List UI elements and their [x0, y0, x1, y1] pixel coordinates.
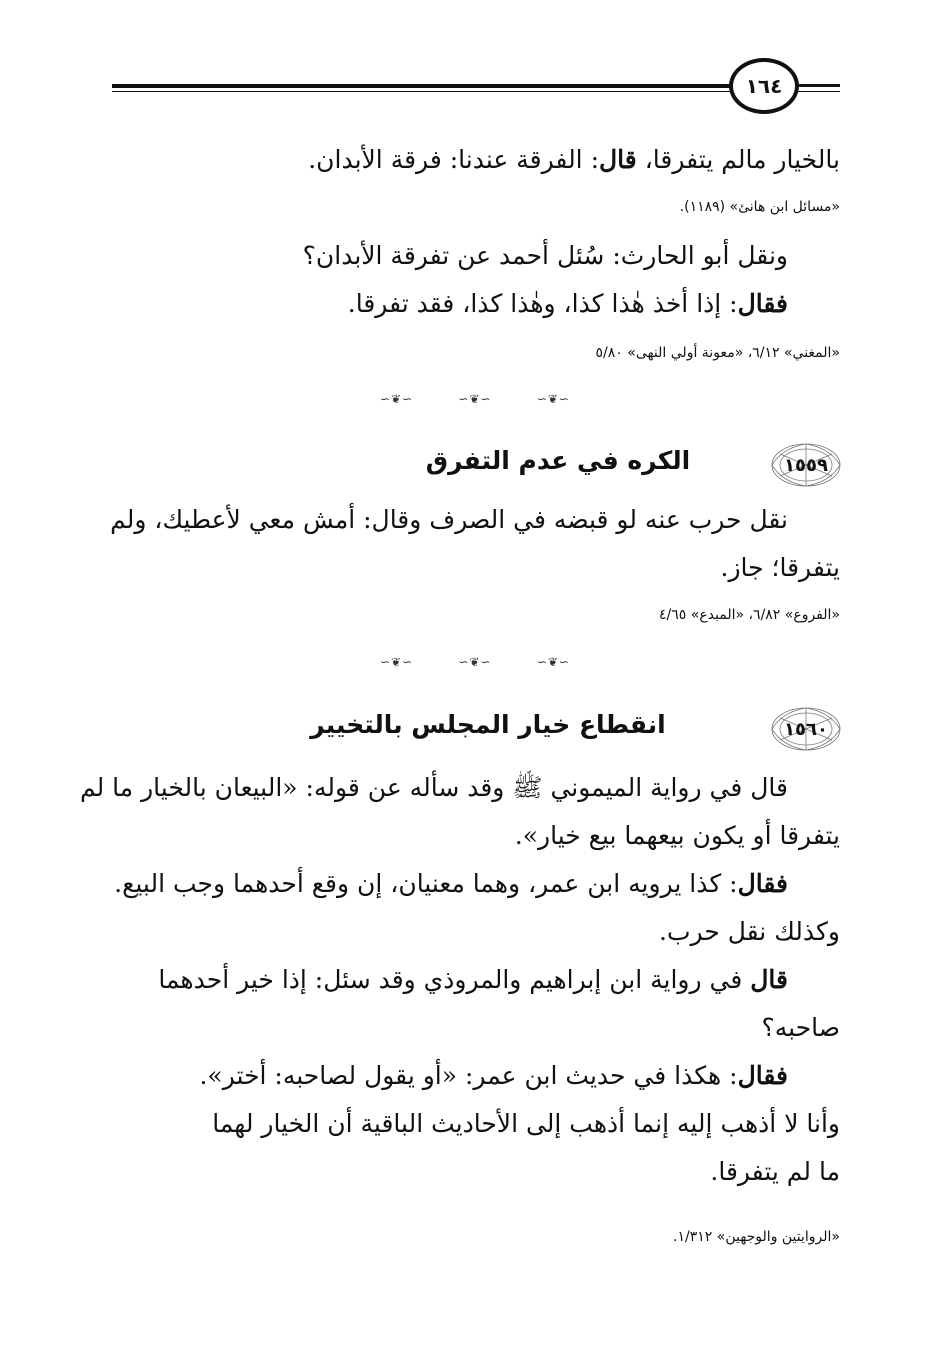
text-line: [108, 860, 840, 908]
ornament-glyph: ∽❦∽: [458, 392, 492, 406]
text-line: نقل حرب عنه لو قبضه في الصرف وقال: أمش معي لأعطيك، ولم: [110, 505, 788, 534]
bold-keyword: فقال: [737, 869, 788, 898]
text-line: [108, 280, 840, 328]
text-span: : كذا يرويه ابن عمر، وهما معنيان، إن وقع أحدهما وجب البيع.: [114, 869, 738, 898]
bold-keyword: فقال: [737, 289, 788, 318]
section-number-badge: [768, 440, 844, 490]
section-divider-ornament: [380, 655, 570, 669]
ornament-glyph: ∽❦∽: [458, 655, 492, 669]
text-line: يتفرقا؛ جاز.: [720, 553, 840, 582]
section-divider-ornament: [380, 392, 570, 406]
reference-citation: «الروايتين والوجهين» ١/٣١٢.: [673, 1229, 840, 1245]
section-number: ١٥٥٩: [784, 454, 828, 476]
section-body: [79, 764, 840, 1196]
text-span: : هكذا في حديث ابن عمر: «أو يقول لصاحبه: أختر».: [199, 1061, 738, 1090]
page-number: ١٦٤: [729, 58, 799, 114]
ornament-glyph: ∽❦∽: [536, 392, 570, 406]
ornament-glyph: ∽❦∽: [536, 655, 570, 669]
section-number-badge: [768, 704, 844, 754]
reference-citation: «مسائل ابن هانئ» (١١٨٩).: [679, 199, 840, 215]
reference-citation: «الفروع» ٦/٨٢، «المبدع» ٤/٦٥: [659, 607, 840, 623]
text-line: وكذلك نقل حرب.: [659, 917, 840, 946]
text-span: : إذا أخذ هٰذا كذا، وهٰذا كذا، فقد تفرقا.: [347, 289, 738, 318]
paragraph-continuation: [108, 136, 840, 184]
text-span: في رواية ابن إبراهيم والمروذي وقد سئل: إذا خير أحدهما: [158, 965, 751, 994]
text-line: ما لم يتفرقا.: [710, 1157, 840, 1186]
section-title: الكره في عدم التفرق: [425, 446, 691, 475]
text-line: قال في رواية الميموني ﷺ وقد سأله عن قوله: «البيعان بالخيار ما لم: [79, 773, 788, 802]
text-line: [108, 136, 840, 184]
header-rule: [112, 84, 730, 92]
section-title: انقطاع خيار المجلس بالتخيير: [310, 710, 666, 739]
bold-keyword: قال: [750, 965, 788, 994]
header-rule-tail: [798, 84, 840, 92]
ornament-glyph: ∽❦∽: [380, 655, 414, 669]
text-span: بالخيار مالم يتفرقا،: [636, 145, 840, 174]
bold-keyword: قال: [599, 145, 637, 174]
paragraph-abu-harith: [108, 232, 840, 328]
text-line: وأنا لا أذهب إليه إنما أذهب إلى الأحاديث الباقية أن الخيار لهما: [212, 1109, 840, 1138]
text-span: : الفرقة عندنا: فرقة الأبدان.: [308, 145, 600, 174]
paragraph-harb: [108, 496, 840, 592]
bold-keyword: فقال: [737, 1061, 788, 1090]
text-line: [108, 956, 840, 1004]
reference-citation: «المغني» ٦/١٢، «معونة أولي النهى» ٥/٨٠: [595, 345, 840, 361]
text-line: ونقل أبو الحارث: سُئل أحمد عن تفرقة الأبدان؟: [302, 241, 788, 270]
section-number: ١٥٦٠: [784, 718, 828, 740]
text-line: يتفرقا أو يكون بيعهما بيع خيار».: [514, 821, 840, 850]
text-line: [108, 1052, 840, 1100]
ornament-glyph: ∽❦∽: [380, 392, 414, 406]
text-line: صاحبه؟: [761, 1013, 840, 1042]
